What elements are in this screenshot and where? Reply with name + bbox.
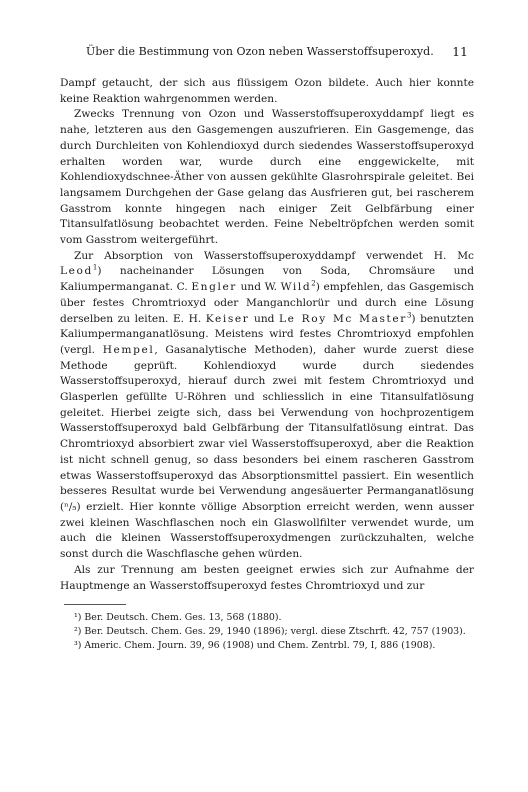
author-name: Hempel (102, 343, 155, 356)
footnote-2: ²) Ber. Deutsch. Chem. Ges. 29, 1940 (1896); vergl. diese Ztschrft. 42, 757 (1903). (74, 626, 466, 638)
paragraph-3 (60, 249, 474, 563)
footnote-ref: 2 (311, 279, 316, 288)
text-run: ) nacheinander Lösungen von Soda, Chromsäure und Kaliumpermanganat. C. (60, 265, 474, 294)
author-name: Wild (280, 281, 312, 294)
footnotes (60, 611, 474, 653)
footnote-1: ¹) Ber. Deutsch. Chem. Ges. 13, 568 (1880). (74, 612, 282, 624)
footnote-ref: 3 (406, 311, 412, 320)
author-name: Keiser (205, 312, 250, 325)
fraction: ⁿ/₅ (64, 500, 77, 513)
text-run: und (249, 312, 280, 325)
page (60, 44, 474, 653)
paragraph-4: Als zur Trennung am besten geeignet erwies sich zur Aufnahme der Hauptmenge an Wasserstoffsuperoxyd festes Chromtrioxyd und zur (60, 563, 474, 592)
text-run: , Gasanalytische Methoden), daher wurde zuerst diese Methode geprüft. Kohlendioxyd wurde durch siedendes Wasserstoffsuperoxyd, hierauf durch zwei mit festem Chromtrioxyd und Glasperlen gefüllte U-Röhren und schliesslich in eine Titansulfatlösung geleitet. Hierbei zeigte sich, dass bei Verwendung von hochprozentigem Wasserstoffsuperoxyd bald Gelbfärbung der Titansulfatlösung eintrat. Das Chromtrioxyd absorbiert zwar viel Wasserstoffsuperoxyd, aber die Reaktion ist nicht schnell genug, so dass besonders bei einem rascheren Gasstrom etwas Wasserstoffsuperoxyd das Absorptionsmittel passiert. Ein wesentlich besseres Resultat wurde bei Verwendung angesäuerter Permanganatlösung ( (60, 343, 474, 513)
author-name: Leod (60, 265, 93, 278)
running-title: Über die Bestimmung von Ozon neben Wasserstoffsuperoxyd. (86, 45, 434, 58)
page-number: 11 (452, 44, 468, 59)
author-name: Engler (191, 281, 237, 294)
body-text (60, 76, 474, 594)
text-run: und W. (236, 281, 281, 294)
text-run: ) empfehlen, das Gasgemisch über festes Chromtrioxyd oder Manganchlorür und durch eine Lösung derselben zu leiten. E. H. (60, 281, 474, 325)
paragraph-2: Zwecks Trennung von Ozon und Wasserstoffsuperoxyddampf liegt es nahe, letzteren aus den Gasgemengen auszufrieren. Ein Gasgemenge, das durch Durchleiten von Kohlendioxyd durch siedendes Wasserstoffsuperoxyd erhalten worden war, wurde durch eine enggewickelte, mit Kohlendioxydschnee-Äther von aussen gekühlte Glasrohrspirale geleitet. Bei langsamem Durchgehen der Gase gelang das Ausfrieren gut, bei rascherem Gasstrom konnte hingegen nach einiger Zeit Gelbfärbung einer Titansulfatlösung beobachtet werden. Feine Nebeltröpfchen werden somit vom Gasstrom weitergeführt. (60, 108, 474, 247)
footnote-ref: 1 (92, 263, 98, 272)
text-run: Zur Absorption von Wasserstoffsuperoxyddampf verwendet H. Mc (74, 249, 474, 262)
paragraph-1: Dampf getaucht, der sich aus flüssigem Ozon bildete. Auch hier konnte keine Reaktion wahrgenommen werden. (60, 77, 474, 105)
text-run: ) erzielt. Hier konnte völlige Absorption erreicht werden, wenn ausser zwei kleinen Waschflaschen noch ein Glaswollfilter verwendet wurde, um auch die kleinen Wasserstoffsuperoxydmengen zurückzuhalten, welche sonst durch die Waschflasche gehen würden. (60, 500, 474, 561)
footnote-divider (64, 604, 126, 605)
author-name: Le Roy Mc Master (279, 312, 407, 325)
footnote-3: ³) Americ. Chem. Journ. 39, 96 (1908) und Chem. Zentrbl. 79, I, 886 (1908). (74, 640, 436, 652)
text-run: ) benutzten Kaliumpermanganatlösung. Meistens wird festes Chromtrioxyd empfohlen (vergl. (60, 312, 474, 356)
running-header (60, 44, 474, 60)
